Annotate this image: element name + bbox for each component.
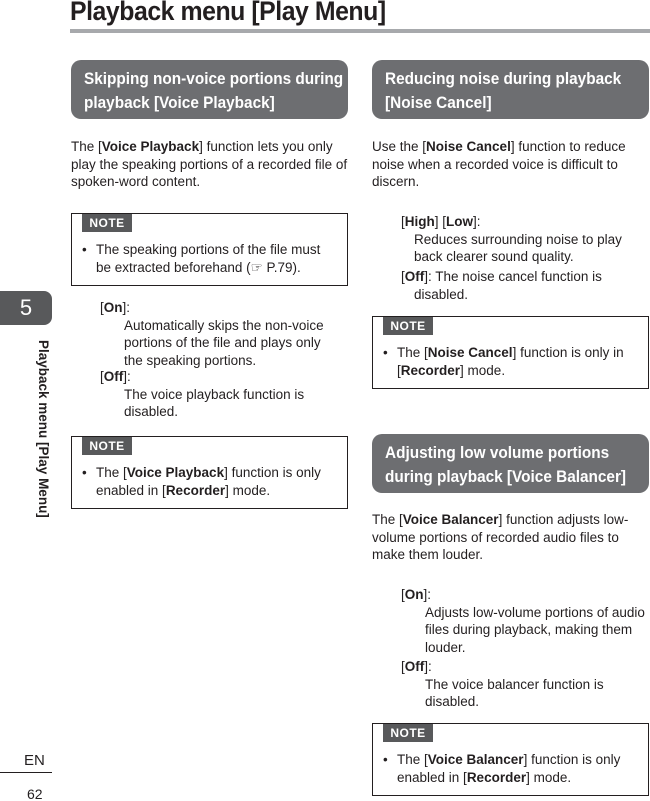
noise-cancel-header-line1: Reducing noise during playback xyxy=(385,70,622,88)
option-low-label: Low xyxy=(446,214,474,229)
voice-balancer-option-on: [On]: Adjusts low-volume portions of audio files during playback, making them louder. xyxy=(401,587,645,655)
bullet: • xyxy=(82,465,87,480)
option-off-desc: The voice balancer function is disabled. xyxy=(425,676,604,709)
voice-balancer-intro: The [Voice Balancer] function adjusts low-volume portions of recorded audio files to make them louder. xyxy=(372,512,629,562)
noise-cancel-intro: Use the [Noise Cancel] function to reduce noise when a recorded voice is difficult to discern. xyxy=(372,139,626,189)
voice-balancer-term: Voice Balancer xyxy=(402,512,499,527)
noise-cancel-option-off: [Off]: The noise cancel function is disabled. xyxy=(401,269,602,302)
noise-cancel-term: Noise Cancel xyxy=(426,139,511,154)
voice-balancer-note xyxy=(372,723,649,796)
voice-playback-term: Voice Playback xyxy=(101,139,200,154)
voice-balancer-header-line2: during playback [Voice Balancer] xyxy=(385,468,627,486)
voice-balancer-header xyxy=(372,434,649,493)
voice-playback-note-2 xyxy=(71,436,348,509)
language-rule xyxy=(0,772,52,773)
voice-playback-note-1 xyxy=(71,213,348,286)
voice-balancer-header-line1: Adjusting low volume portions xyxy=(385,444,610,462)
option-on-desc: Automatically skips the non-voice portions of the file and plays only the speaking portions. xyxy=(124,317,324,368)
note-label: NOTE xyxy=(383,724,433,742)
title-rule xyxy=(70,29,650,33)
bullet: • xyxy=(383,752,388,767)
page-title: Playback menu [Play Menu] xyxy=(70,0,386,26)
note-label: NOTE xyxy=(82,437,132,455)
voice-playback-header-line1: Skipping non-voice portions during xyxy=(84,70,344,88)
note-label: NOTE xyxy=(82,214,132,232)
voice-playback-option-off: [Off]: The voice playback function is disabled. xyxy=(100,368,340,421)
language-label: EN xyxy=(24,752,45,769)
voice-playback-intro: The [Voice Playback] function lets you only play the speaking portions of a recorded file of spoken-word content. xyxy=(71,139,348,189)
side-section-label: Playback menu [Play Menu] xyxy=(36,340,51,518)
option-high-low-desc: Reduces surrounding noise to play back clearer sound quality. xyxy=(414,231,622,264)
option-high-label: High xyxy=(404,214,435,229)
noise-cancel-note xyxy=(372,316,649,389)
bullet: • xyxy=(383,345,388,360)
chapter-tab: 5 xyxy=(0,291,52,325)
bullet: • xyxy=(82,242,87,257)
note-label: NOTE xyxy=(383,317,433,335)
note-text: • The [Voice Playback] function is only enabled in [Recorder] mode. xyxy=(82,465,321,498)
noise-cancel-header-line2: [Noise Cancel] xyxy=(385,94,492,112)
note-text: • The speaking portions of the file must be extracted beforehand (☞ P.79). xyxy=(82,242,321,275)
option-off-desc: The voice playback function is disabled. xyxy=(124,386,305,419)
note-text: • The [Voice Balancer] function is only enabled in [Recorder] mode. xyxy=(383,752,621,785)
voice-playback-header xyxy=(71,60,348,119)
option-on-desc: Adjusts low-volume portions of audio files during playback, making them louder. xyxy=(425,604,645,655)
option-on-label: On xyxy=(103,300,123,315)
option-off-label: Off xyxy=(404,269,425,284)
page-number: 62 xyxy=(27,786,43,801)
option-off-label: Off xyxy=(103,369,124,384)
noise-cancel-header xyxy=(372,60,649,119)
voice-balancer-option-off: [Off]: The voice balancer function is disabled. xyxy=(401,658,646,711)
option-on-label: On xyxy=(404,587,424,602)
noise-cancel-option-high-low: [High] [Low]: Reduces surrounding noise to play back clearer sound quality. xyxy=(401,213,641,266)
option-off-label: Off xyxy=(404,659,425,674)
note-text: • The [Noise Cancel] function is only in [Recorder] mode. xyxy=(383,345,624,378)
voice-playback-option-on: [On]: Automatically skips the non-voice portions of the file and plays only the speaking portions. xyxy=(100,299,340,369)
option-off-desc: : The noise cancel function is disabled. xyxy=(414,269,602,302)
voice-playback-header-line2: playback [Voice Playback] xyxy=(84,94,275,112)
